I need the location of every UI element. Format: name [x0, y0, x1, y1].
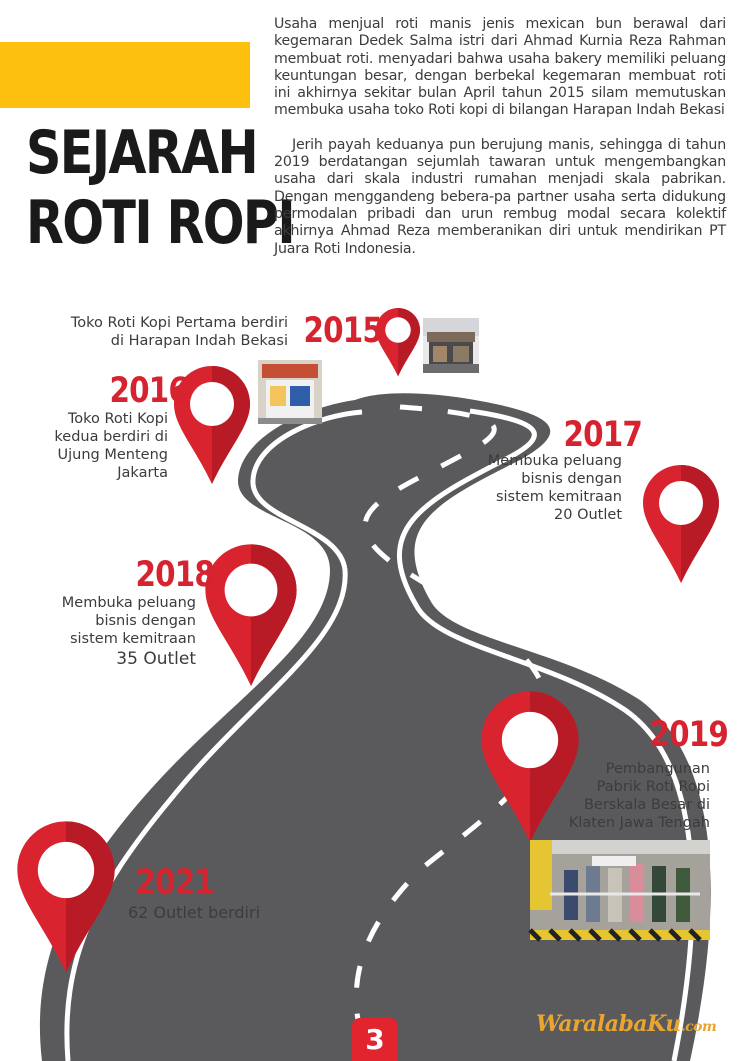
milestone-2019-line: Klaten Jawa Tengah	[568, 815, 710, 831]
milestone-2016-year: 2016	[109, 371, 188, 411]
intro-paragraph-1: Usaha menjual roti manis jenis mexican bun berawal dari kegemaran Dedek Salma istri dari Ahmad Kurnia Reza Rahman membuat roti. menyadari bahwa usaha bakery memiliki peluang keuntungan besar, dengan berbekal kegemaran membuat roti ini akhirnya sekitar bulan April tahun 2015 silam memutuskan membuka usaha toko Roti kopi di bilangan Harapan Indah Bekasi	[274, 16, 726, 119]
milestone-2018-line: sistem kemitraan	[69, 631, 196, 647]
milestone-2016-line: Toko Roti Kopi	[67, 411, 168, 427]
milestone-2015-year: 2015	[303, 311, 382, 351]
milestone-2021-year: 2021	[135, 863, 214, 903]
accent-bar	[0, 42, 250, 108]
page-title	[26, 118, 294, 258]
milestone-2017-year: 2017	[563, 415, 642, 455]
page-number: 3	[352, 1018, 398, 1061]
title-line-1: SEJARAH	[26, 118, 258, 188]
pin-2015	[376, 308, 420, 376]
photo-2016	[258, 360, 322, 424]
milestone-2017-line: bisnis dengan	[521, 471, 622, 487]
milestone-2016-line: Jakarta	[117, 465, 168, 481]
milestone-2021-desc: 62 Outlet berdiri	[128, 903, 261, 922]
photo-2019	[530, 840, 710, 940]
milestone-2015-line: di Harapan Indah Bekasi	[110, 333, 288, 349]
brand-name: WaralabaKu	[536, 1011, 681, 1037]
milestone-2018-desc	[20, 594, 196, 670]
milestone-2017-line: Membuka peluang	[487, 453, 622, 469]
pin-2017	[643, 465, 719, 583]
milestone-2018-line: bisnis dengan	[95, 613, 196, 629]
milestone-2019-desc	[530, 760, 710, 832]
milestone-2017-line: 20 Outlet	[554, 507, 622, 523]
photo-2015	[423, 318, 479, 373]
milestone-2015-desc	[30, 314, 288, 350]
milestone-2019-year: 2019	[649, 715, 728, 755]
milestone-2018-line: 35 Outlet	[116, 649, 196, 669]
milestone-2017-line: sistem kemitraan	[495, 489, 622, 505]
milestone-2016-line: kedua berdiri di	[54, 429, 168, 445]
brand-domain: .com	[680, 1019, 717, 1035]
intro-text	[274, 16, 726, 275]
milestone-2018-line: Membuka peluang	[61, 595, 196, 611]
milestone-2019-line: Berskala Besar di	[583, 797, 710, 813]
milestone-2016-desc	[20, 410, 168, 482]
title-line-2: ROTI ROPI	[26, 188, 295, 258]
intro-paragraph-2: Jerih payah keduanya pun berujung manis, sehingga di tahun 2019 berdatangan sejumlah tawaran untuk mengembangkan usaha dari skala industri rumahan menjadi skala pabrikan. Dengan menggandeng bebera-pa partner usaha serta didukung permodalan pribadi dan urun rembug modal secara kolektif akhirnya Ahmad Reza memberanikan diri untuk mendirikan PT Juara Roti Indonesia.	[274, 136, 726, 257]
milestone-2015-line: Toko Roti Kopi Pertama berdiri	[70, 315, 288, 331]
milestone-2017-desc	[452, 452, 622, 524]
milestone-2019-line: Pembangunan	[605, 761, 710, 777]
milestone-2016-line: Ujung Menteng	[57, 447, 168, 463]
milestone-2019-line: Pabrik Roti Ropi	[596, 779, 710, 795]
brand-logo	[536, 1010, 716, 1041]
milestone-2018-year: 2018	[135, 555, 214, 595]
